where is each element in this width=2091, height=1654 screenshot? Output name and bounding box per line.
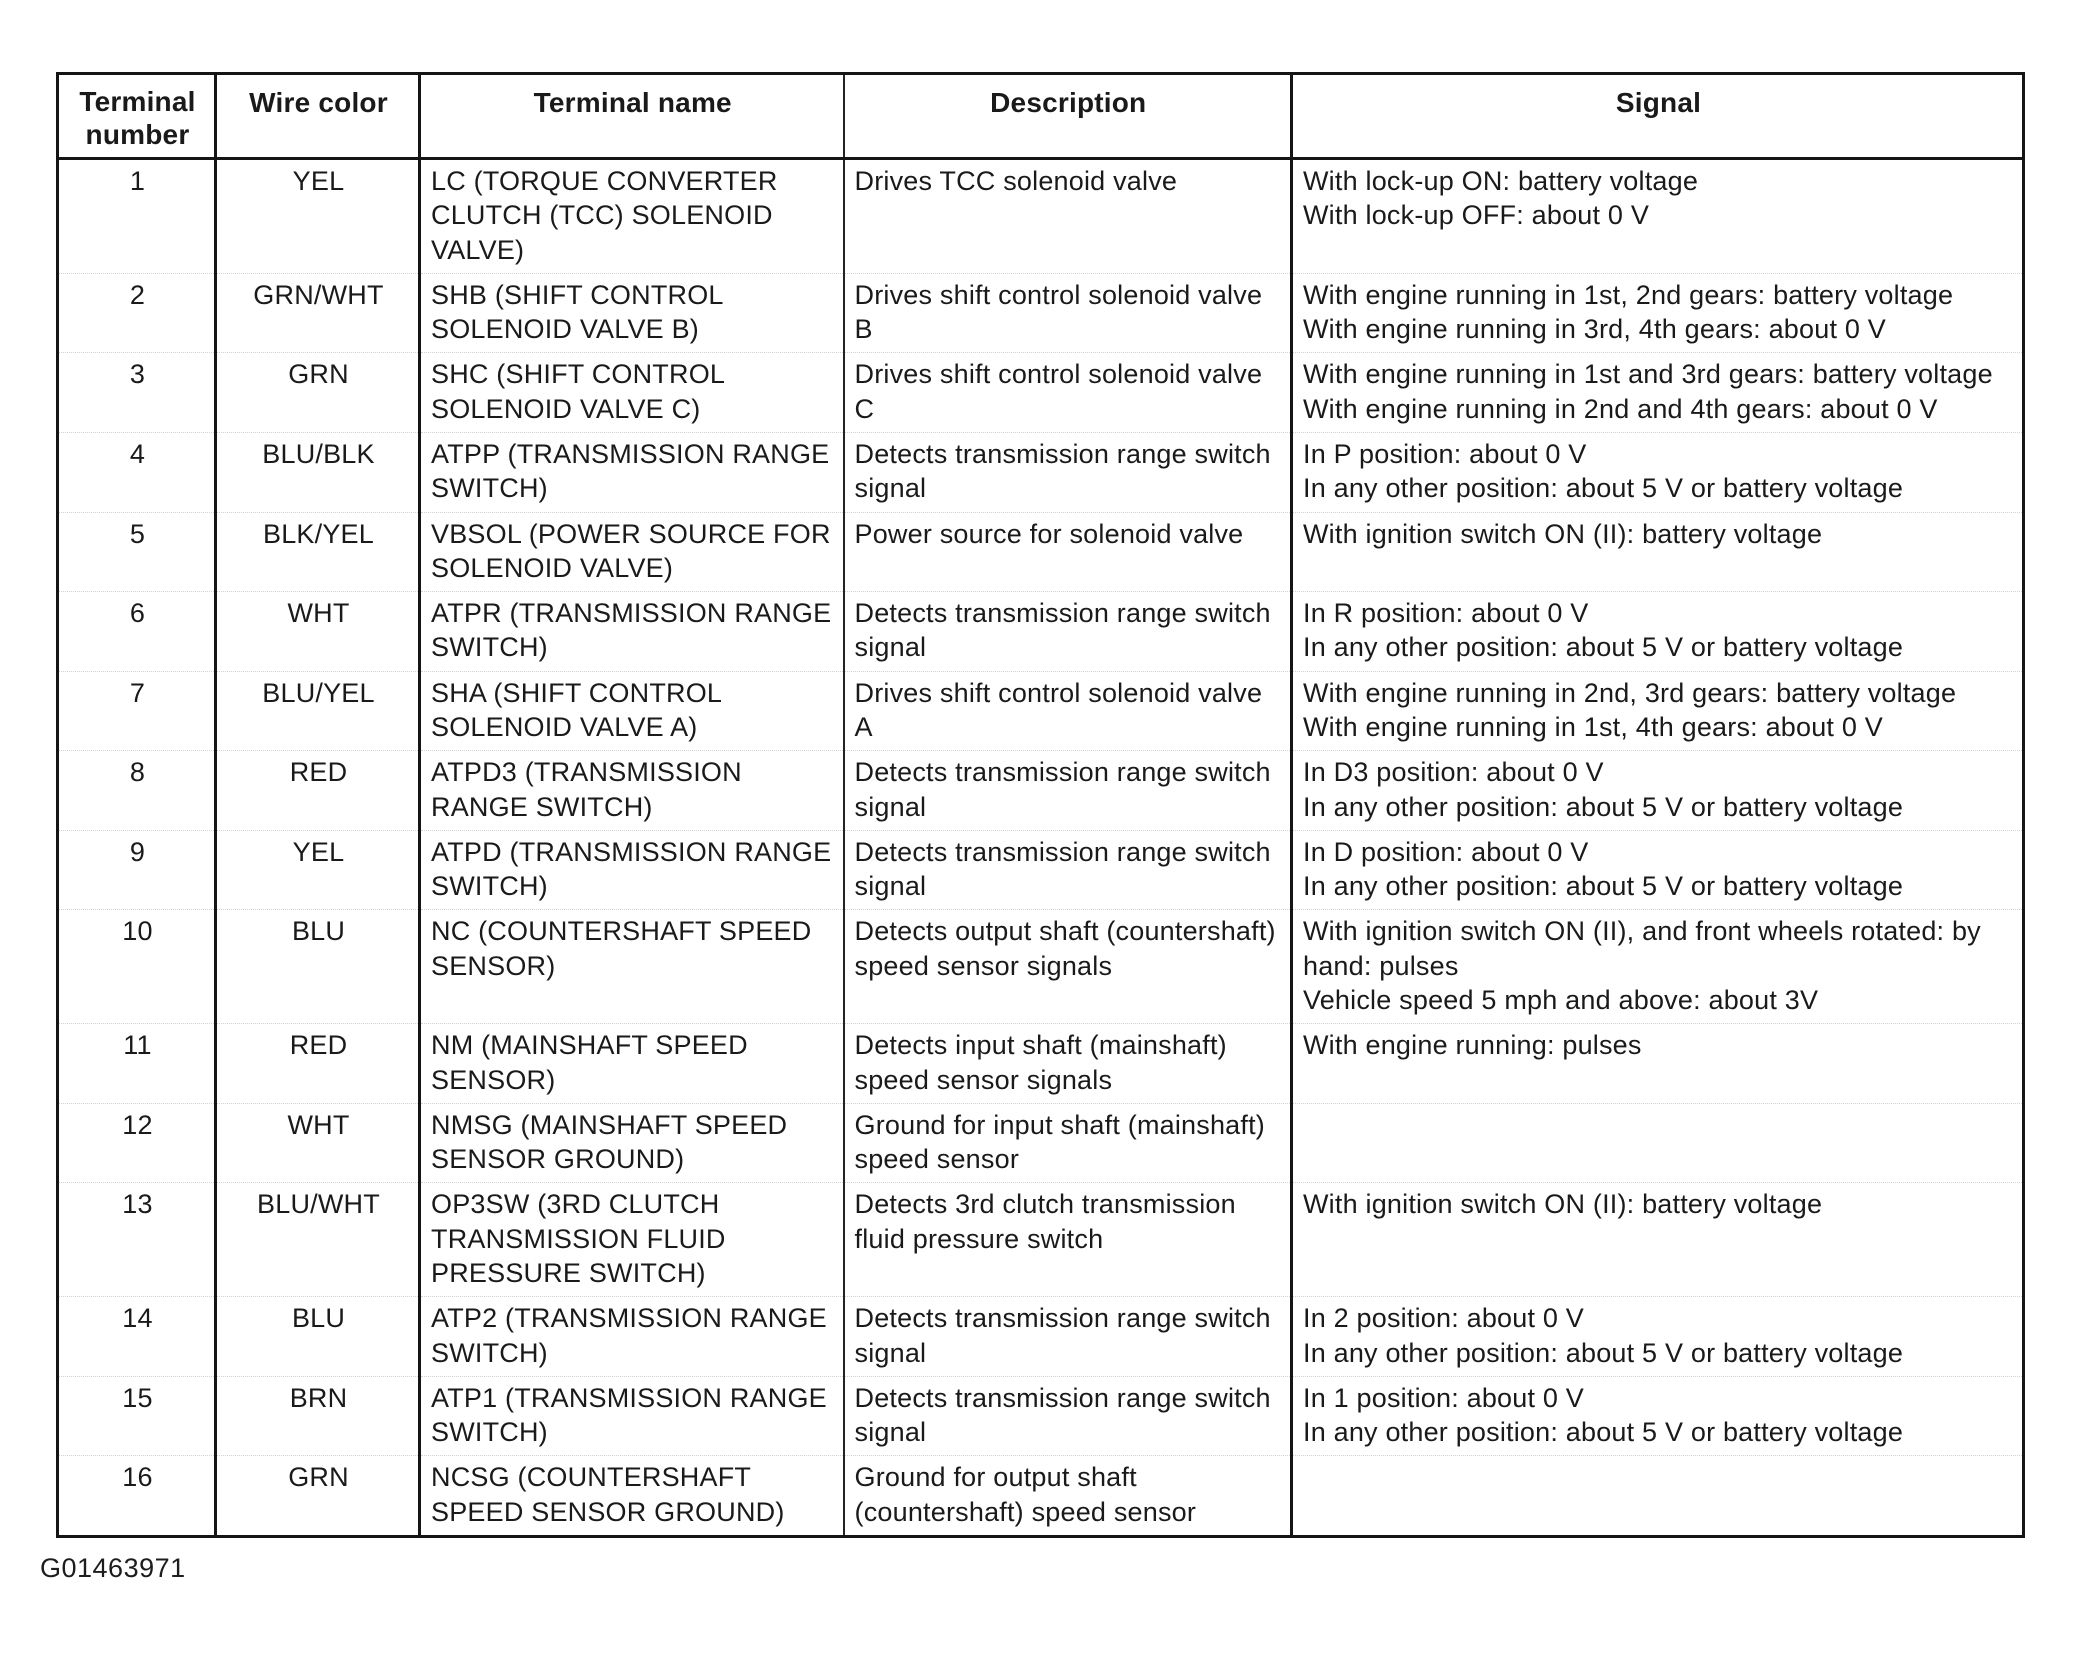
- column-header-signal: Signal: [1292, 74, 2024, 159]
- table-row: [58, 592, 2024, 672]
- cell-terminal-number: 16: [122, 1462, 153, 1493]
- table-row: [58, 1183, 2024, 1297]
- cell-line: In 1 position: about 0 V: [1303, 1382, 1584, 1413]
- cell-line: In any other position: about 5 V or battery voltage: [1303, 632, 1904, 663]
- cell-description: Drives shift control solenoid valve A: [844, 671, 1292, 751]
- table-row: [58, 1024, 2024, 1104]
- cell-wire-color: YEL: [216, 159, 420, 274]
- cell-line: In D3 position: about 0 V: [1303, 757, 1604, 788]
- table-row: [58, 1297, 2024, 1377]
- cell-wire-color: WHT: [216, 1103, 420, 1183]
- cell-line: In 2 position: about 0 V: [1303, 1303, 1584, 1334]
- figure-reference-code: G01463971: [40, 1553, 186, 1583]
- cell-terminal-name: NMSG (MAINSHAFT SPEED SENSOR GROUND): [420, 1103, 844, 1183]
- cell-line: In R position: about 0 V: [1303, 598, 1589, 629]
- cell-description: Power source for solenoid valve: [844, 512, 1292, 592]
- column-header-terminal-name: Terminal name: [420, 74, 844, 159]
- table-header: [58, 74, 2024, 159]
- table-row: [58, 353, 2024, 433]
- cell-wire-color: GRN: [216, 353, 420, 433]
- terminal-spec-table-wrapper: [56, 72, 2022, 1538]
- cell-wire-color: GRN: [216, 1456, 420, 1537]
- cell-terminal-number: 2: [129, 279, 146, 310]
- cell-terminal-name: ATPP (TRANSMISSION RANGE SWITCH): [420, 433, 844, 513]
- cell-line: With lock-up ON: battery voltage: [1303, 166, 1699, 197]
- cell-description: Drives shift control solenoid valve B: [844, 273, 1292, 353]
- cell-signal: [1292, 1297, 2024, 1377]
- cell-wire-color: BLK/YEL: [216, 512, 420, 592]
- cell-description: Detects transmission range switch signal: [844, 433, 1292, 513]
- cell-description: Detects transmission range switch signal: [844, 1297, 1292, 1377]
- cell-terminal-name: LC (TORQUE CONVERTER CLUTCH (TCC) SOLENOID VALVE): [420, 159, 844, 274]
- cell-terminal-number: 3: [129, 359, 146, 390]
- cell-line: In any other position: about 5 V or battery voltage: [1303, 1417, 1904, 1448]
- cell-wire-color: BLU/BLK: [216, 433, 420, 513]
- cell-signal: [1292, 1456, 2024, 1537]
- cell-wire-color: WHT: [216, 592, 420, 672]
- cell-signal: [1292, 830, 2024, 910]
- table-row: [58, 751, 2024, 831]
- cell-description: Detects input shaft (mainshaft) speed sensor signals: [844, 1024, 1292, 1104]
- column-header-description: Description: [844, 74, 1292, 159]
- cell-line: In any other position: about 5 V or battery voltage: [1303, 791, 1904, 822]
- cell-signal: [1292, 1103, 2024, 1183]
- cell-description: Drives shift control solenoid valve C: [844, 353, 1292, 433]
- column-header-terminal-number: [58, 74, 216, 159]
- cell-wire-color: YEL: [216, 830, 420, 910]
- cell-line: In any other position: about 5 V or battery voltage: [1303, 1337, 1904, 1368]
- cell-signal: [1292, 1376, 2024, 1456]
- cell-wire-color: GRN/WHT: [216, 273, 420, 353]
- cell-terminal-name: VBSOL (POWER SOURCE FOR SOLENOID VALVE): [420, 512, 844, 592]
- cell-line: Vehicle speed 5 mph and above: about 3V: [1303, 984, 1819, 1015]
- cell-wire-color: BRN: [216, 1376, 420, 1456]
- cell-terminal-number: 10: [122, 916, 153, 947]
- cell-wire-color: BLU/WHT: [216, 1183, 420, 1297]
- cell-signal: [1292, 592, 2024, 672]
- table-row: [58, 273, 2024, 353]
- cell-terminal-name: SHB (SHIFT CONTROL SOLENOID VALVE B): [420, 273, 844, 353]
- cell-terminal-number: 12: [122, 1109, 153, 1140]
- cell-terminal-number: 4: [129, 439, 146, 470]
- cell-terminal-number: 9: [129, 836, 146, 867]
- cell-description: Ground for input shaft (mainshaft) speed sensor: [844, 1103, 1292, 1183]
- column-header-wire-color: Wire color: [216, 74, 420, 159]
- cell-terminal-number: 15: [122, 1382, 153, 1413]
- cell-terminal-name: ATPR (TRANSMISSION RANGE SWITCH): [420, 592, 844, 672]
- cell-terminal-number: 13: [122, 1189, 153, 1220]
- header-row: [58, 74, 2024, 159]
- terminal-spec-table: [56, 72, 2025, 1538]
- table-row: [58, 1103, 2024, 1183]
- cell-description: Drives TCC solenoid valve: [844, 159, 1292, 274]
- cell-signal: [1292, 353, 2024, 433]
- table-row: [58, 512, 2024, 592]
- cell-signal: [1292, 273, 2024, 353]
- table-body: [58, 159, 2024, 1537]
- cell-terminal-number: 11: [123, 1030, 152, 1061]
- table-row: [58, 1456, 2024, 1537]
- cell-description: Detects transmission range switch signal: [844, 751, 1292, 831]
- table-row: [58, 1376, 2024, 1456]
- cell-terminal-number: 14: [122, 1303, 153, 1334]
- cell-terminal-number: 1: [129, 166, 146, 197]
- cell-terminal-number: 8: [129, 757, 146, 788]
- table-row: [58, 159, 2024, 274]
- cell-description: Detects transmission range switch signal: [844, 1376, 1292, 1456]
- cell-terminal-name: NM (MAINSHAFT SPEED SENSOR): [420, 1024, 844, 1104]
- cell-terminal-name: ATPD (TRANSMISSION RANGE SWITCH): [420, 830, 844, 910]
- cell-description: Detects transmission range switch signal: [844, 592, 1292, 672]
- cell-line: With engine running in 2nd and 4th gears: about 0 V: [1303, 393, 1938, 424]
- cell-signal: [1292, 910, 2024, 1024]
- cell-terminal-number: 5: [129, 518, 146, 549]
- cell-line: With ignition switch ON (II), and front wheels rotated: by hand: pulses: [1303, 916, 1981, 981]
- cell-terminal-number: 6: [129, 598, 146, 629]
- header-line-1: Terminal: [79, 86, 196, 117]
- cell-wire-color: RED: [216, 1024, 420, 1104]
- cell-wire-color: BLU/YEL: [216, 671, 420, 751]
- cell-line: With engine running in 1st and 3rd gears: battery voltage: [1303, 359, 1993, 390]
- table-row: [58, 671, 2024, 751]
- cell-signal: [1292, 751, 2024, 831]
- cell-description: Detects 3rd clutch transmission fluid pressure switch: [844, 1183, 1292, 1297]
- cell-description: Detects transmission range switch signal: [844, 830, 1292, 910]
- cell-wire-color: RED: [216, 751, 420, 831]
- cell-terminal-name: OP3SW (3RD CLUTCH TRANSMISSION FLUID PRESSURE SWITCH): [420, 1183, 844, 1297]
- cell-line: With engine running in 3rd, 4th gears: about 0 V: [1303, 314, 1886, 345]
- cell-terminal-name: ATP2 (TRANSMISSION RANGE SWITCH): [420, 1297, 844, 1377]
- cell-line: In D position: about 0 V: [1303, 836, 1589, 867]
- cell-signal: With engine running: pulses: [1292, 1024, 2024, 1104]
- cell-wire-color: BLU: [216, 1297, 420, 1377]
- header-line-2: number: [85, 119, 190, 151]
- cell-terminal-name: SHA (SHIFT CONTROL SOLENOID VALVE A): [420, 671, 844, 751]
- cell-terminal-name: ATPD3 (TRANSMISSION RANGE SWITCH): [420, 751, 844, 831]
- table-row: [58, 910, 2024, 1024]
- cell-line: With engine running in 1st, 2nd gears: battery voltage: [1303, 279, 1954, 310]
- cell-description: Ground for output shaft (countershaft) speed sensor: [844, 1456, 1292, 1537]
- cell-line: In any other position: about 5 V or battery voltage: [1303, 473, 1904, 504]
- cell-line: In any other position: about 5 V or battery voltage: [1303, 871, 1904, 902]
- cell-terminal-name: NC (COUNTERSHAFT SPEED SENSOR): [420, 910, 844, 1024]
- cell-terminal-name: NCSG (COUNTERSHAFT SPEED SENSOR GROUND): [420, 1456, 844, 1537]
- cell-wire-color: BLU: [216, 910, 420, 1024]
- cell-signal: With ignition switch ON (II): battery voltage: [1292, 1183, 2024, 1297]
- table-row: [58, 433, 2024, 513]
- cell-terminal-number: 7: [129, 677, 146, 708]
- cell-line: In P position: about 0 V: [1303, 439, 1587, 470]
- cell-line: With lock-up OFF: about 0 V: [1303, 200, 1650, 231]
- cell-line: With engine running in 2nd, 3rd gears: battery voltage: [1303, 677, 1957, 708]
- cell-terminal-name: SHC (SHIFT CONTROL SOLENOID VALVE C): [420, 353, 844, 433]
- cell-signal: [1292, 671, 2024, 751]
- cell-signal: [1292, 159, 2024, 274]
- cell-signal: [1292, 433, 2024, 513]
- cell-signal: With ignition switch ON (II): battery voltage: [1292, 512, 2024, 592]
- cell-terminal-name: ATP1 (TRANSMISSION RANGE SWITCH): [420, 1376, 844, 1456]
- cell-line: With engine running in 1st, 4th gears: about 0 V: [1303, 712, 1883, 742]
- table-row: [58, 830, 2024, 910]
- cell-description: Detects output shaft (countershaft) speed sensor signals: [844, 910, 1292, 1024]
